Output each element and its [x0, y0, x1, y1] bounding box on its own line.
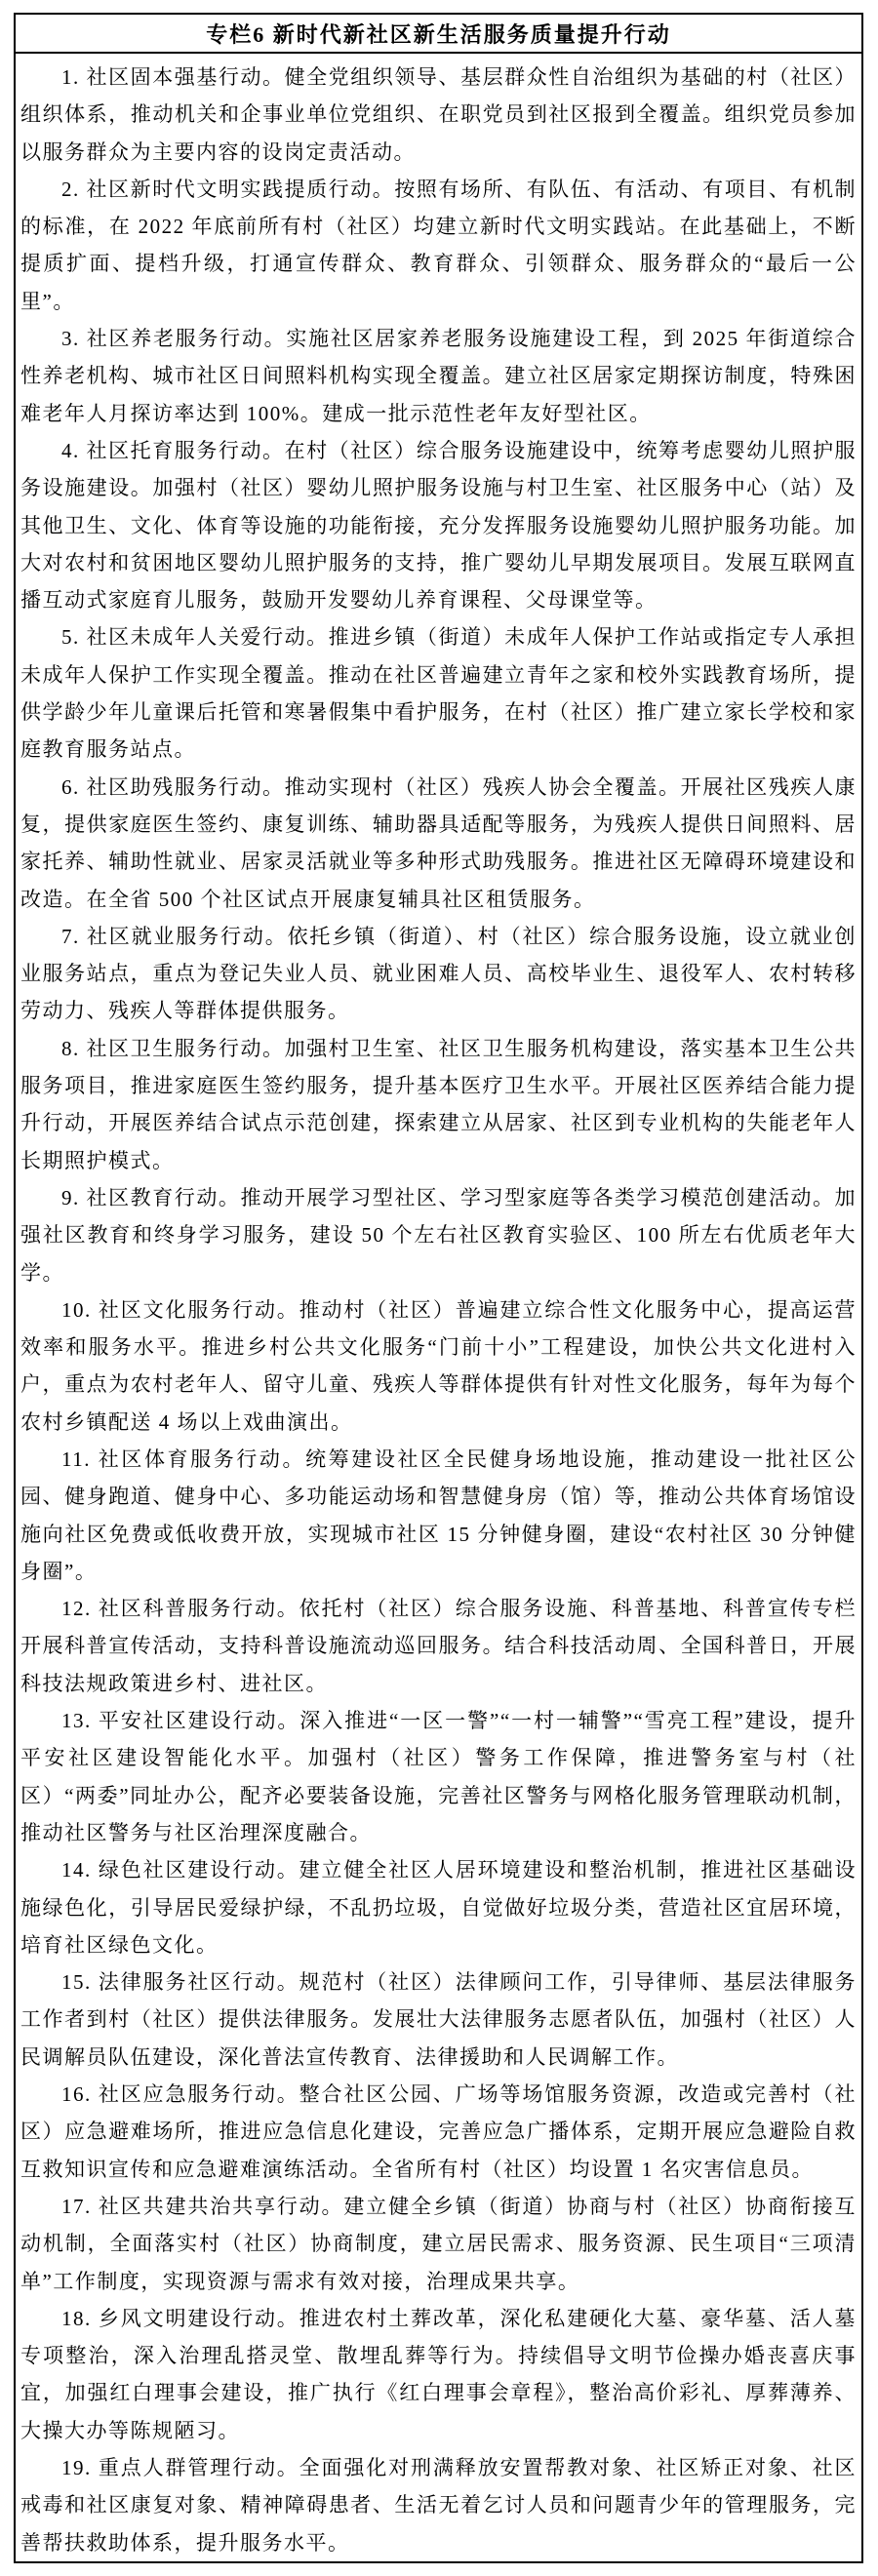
body-paragraph: 1. 社区固本强基行动。健全党组织领导、基层群众性自治组织为基础的村（社区）组织体系，推动机关和企事业单位党组织、在职党员到社区报到全覆盖。组织党员参加以服务群众为主要内容的设岗定责活动。	[20, 65, 857, 164]
body-paragraph: 14. 绿色社区建设行动。建立健全社区人居环境建设和整治机制，推进社区基础设施绿色化，引导居民爱绿护绿，不乱扔垃圾，自觉做好垃圾分类，营造社区宜居环境，培育社区绿色文化。	[20, 1858, 857, 1957]
body-paragraph: 11. 社区体育服务行动。统筹建设社区全民健身场地设施，推动建设一批社区公园、健身跑道、健身中心、多功能运动场和智慧健身房（馆）等，推动公共体育场馆设施向社区免费或低收费开放，实现城市社区 15 分钟健身圈，建设“农村社区 30 分钟健身圈”。	[20, 1447, 857, 1583]
body-paragraph: 10. 社区文化服务行动。推动村（社区）普遍建立综合性文化服务中心，提高运营效率和服务水平。推进乡村公共文化服务“门前十小”工程建设，加快公共文化进村入户，重点为农村老年人、留守儿童、残疾人等群体提供有针对性文化服务，每年为每个农村乡镇配送 4 场以上戏曲演出。	[20, 1297, 857, 1434]
body-paragraph: 16. 社区应急服务行动。整合社区公园、广场等场馆服务资源，改造或完善村（社区）应急避难场所，推进应急信息化建设，完善应急广播体系，定期开展应急避险自救互救知识宣传和应急避难演练活动。全省所有村（社区）均设置 1 名灾害信息员。	[20, 2082, 857, 2181]
body-paragraph: 13. 平安社区建设行动。深入推进“一区一警”“一村一辅警”“雪亮工程”建设，提升平安社区建设智能化水平。加强村（社区）警务工作保障，推进警务室与村（社区）“两委”同址办公，配齐必要装备设施，完善社区警务与网格化服务管理联动机制，推动社区警务与社区治理深度融合。	[20, 1709, 857, 1844]
body-paragraph: 19. 重点人群管理行动。全面强化对刑满释放安置帮教对象、社区矫正对象、社区戒毒和社区康复对象、精神障碍患者、生活无着乞讨人员和问题青少年的管理服务，完善帮扶救助体系，提升服务水平。	[20, 2456, 857, 2555]
body-paragraph: 3. 社区养老服务行动。实施社区居家养老服务设施建设工程，到 2025 年街道综合性养老机构、城市社区日间照料机构实现全覆盖。建立社区居家定期探访制度，特殊困难老年人月探访率达到 100%。建成一批示范性老年友好型社区。	[20, 327, 857, 425]
panel-title: 专栏6 新时代新社区新生活服务质量提升行动	[16, 15, 861, 54]
body-paragraph: 2. 社区新时代文明实践提质行动。按照有场所、有队伍、有活动、有项目、有机制的标准，在 2022 年底前所有村（社区）均建立新时代文明实践站。在此基础上，不断提质扩面、提档升级，打通宣传群众、教育群众、引领群众、服务群众的“最后一公里”。	[20, 177, 857, 313]
body-paragraph: 18. 乡风文明建设行动。推进农村土葬改革，深化私建硬化大墓、豪华墓、活人墓专项整治，深入治理乱搭灵堂、散埋乱葬等行为。持续倡导文明节俭操办婚丧喜庆事宜，加强红白理事会建设，推广执行《红白理事会章程》，整治高价彩礼、厚葬薄养、大操大办等陈规陋习。	[20, 2306, 857, 2442]
body-paragraph: 7. 社区就业服务行动。依托乡镇（街道）、村（社区）综合服务设施，设立就业创业服务站点，重点为登记失业人员、就业困难人员、高校毕业生、退役军人、农村转移劳动力、残疾人等群体提供服务。	[20, 924, 857, 1023]
body-paragraph: 17. 社区共建共治共享行动。建立健全乡镇（街道）协商与村（社区）协商衔接互动机制，全面落实村（社区）协商制度，建立居民需求、服务资源、民生项目“三项清单”工作制度，实现资源与需求有效对接，治理成果共享。	[20, 2194, 857, 2293]
panel-body	[16, 54, 861, 2561]
body-paragraph: 9. 社区教育行动。推动开展学习型社区、学习型家庭等各类学习模范创建活动。加强社区教育和终身学习服务，建设 50 个左右社区教育实验区、100 所左右优质老年大学。	[20, 1185, 857, 1285]
body-paragraph: 4. 社区托育服务行动。在村（社区）综合服务设施建设中，统筹考虑婴幼儿照护服务设施建设。加强村（社区）婴幼儿照护服务设施与村卫生室、社区服务中心（站）及其他卫生、文化、体育等设施的功能衔接，充分发挥服务设施婴幼儿照护服务功能。加大对农村和贫困地区婴幼儿照护服务的支持，推广婴幼儿早期发展项目。发展互联网直播互动式家庭育儿服务，鼓励开发婴幼儿养育课程、父母课堂等。	[20, 438, 857, 613]
body-paragraph: 6. 社区助残服务行动。推动实现村（社区）残疾人协会全覆盖。开展社区残疾人康复，提供家庭医生签约、康复训练、辅助器具适配等服务，为残疾人提供日间照料、居家托养、辅助性就业、居家灵活就业等多种形式助残服务。推进社区无障碍环境建设和改造。在全省 500 个社区试点开展康复辅具社区租赁服务。	[20, 774, 857, 911]
body-paragraph: 12. 社区科普服务行动。依托村（社区）综合服务设施、科普基地、科普宣传专栏开展科普宣传活动，支持科普设施流动巡回服务。结合科技活动周、全国科普日，开展科技法规政策进乡村、进社区。	[20, 1597, 857, 1695]
body-paragraph: 8. 社区卫生服务行动。加强村卫生室、社区卫生服务机构建设，落实基本卫生公共服务项目，推进家庭医生签约服务，提升基本医疗卫生水平。开展社区医养结合能力提升行动，开展医养结合试点示范创建，探索建立从居家、社区到专业机构的失能老年人长期照护模式。	[20, 1036, 857, 1172]
body-paragraph: 15. 法律服务社区行动。规范村（社区）法律顾问工作，引导律师、基层法律服务工作者到村（社区）提供法律服务。发展壮大法律服务志愿者队伍，加强村（社区）人民调解员队伍建设，深化普法宣传教育、法律援助和人民调解工作。	[20, 1970, 857, 2069]
action-plan-panel	[14, 13, 863, 2563]
body-paragraph: 5. 社区未成年人关爱行动。推进乡镇（街道）未成年人保护工作站或指定专人承担未成年人保护工作实现全覆盖。推动在社区普遍建立青年之家和校外实践教育场所，提供学龄少年儿童课后托管和寒暑假集中看护服务，在村（社区）推广建立家长学校和家庭教育服务站点。	[20, 625, 857, 762]
